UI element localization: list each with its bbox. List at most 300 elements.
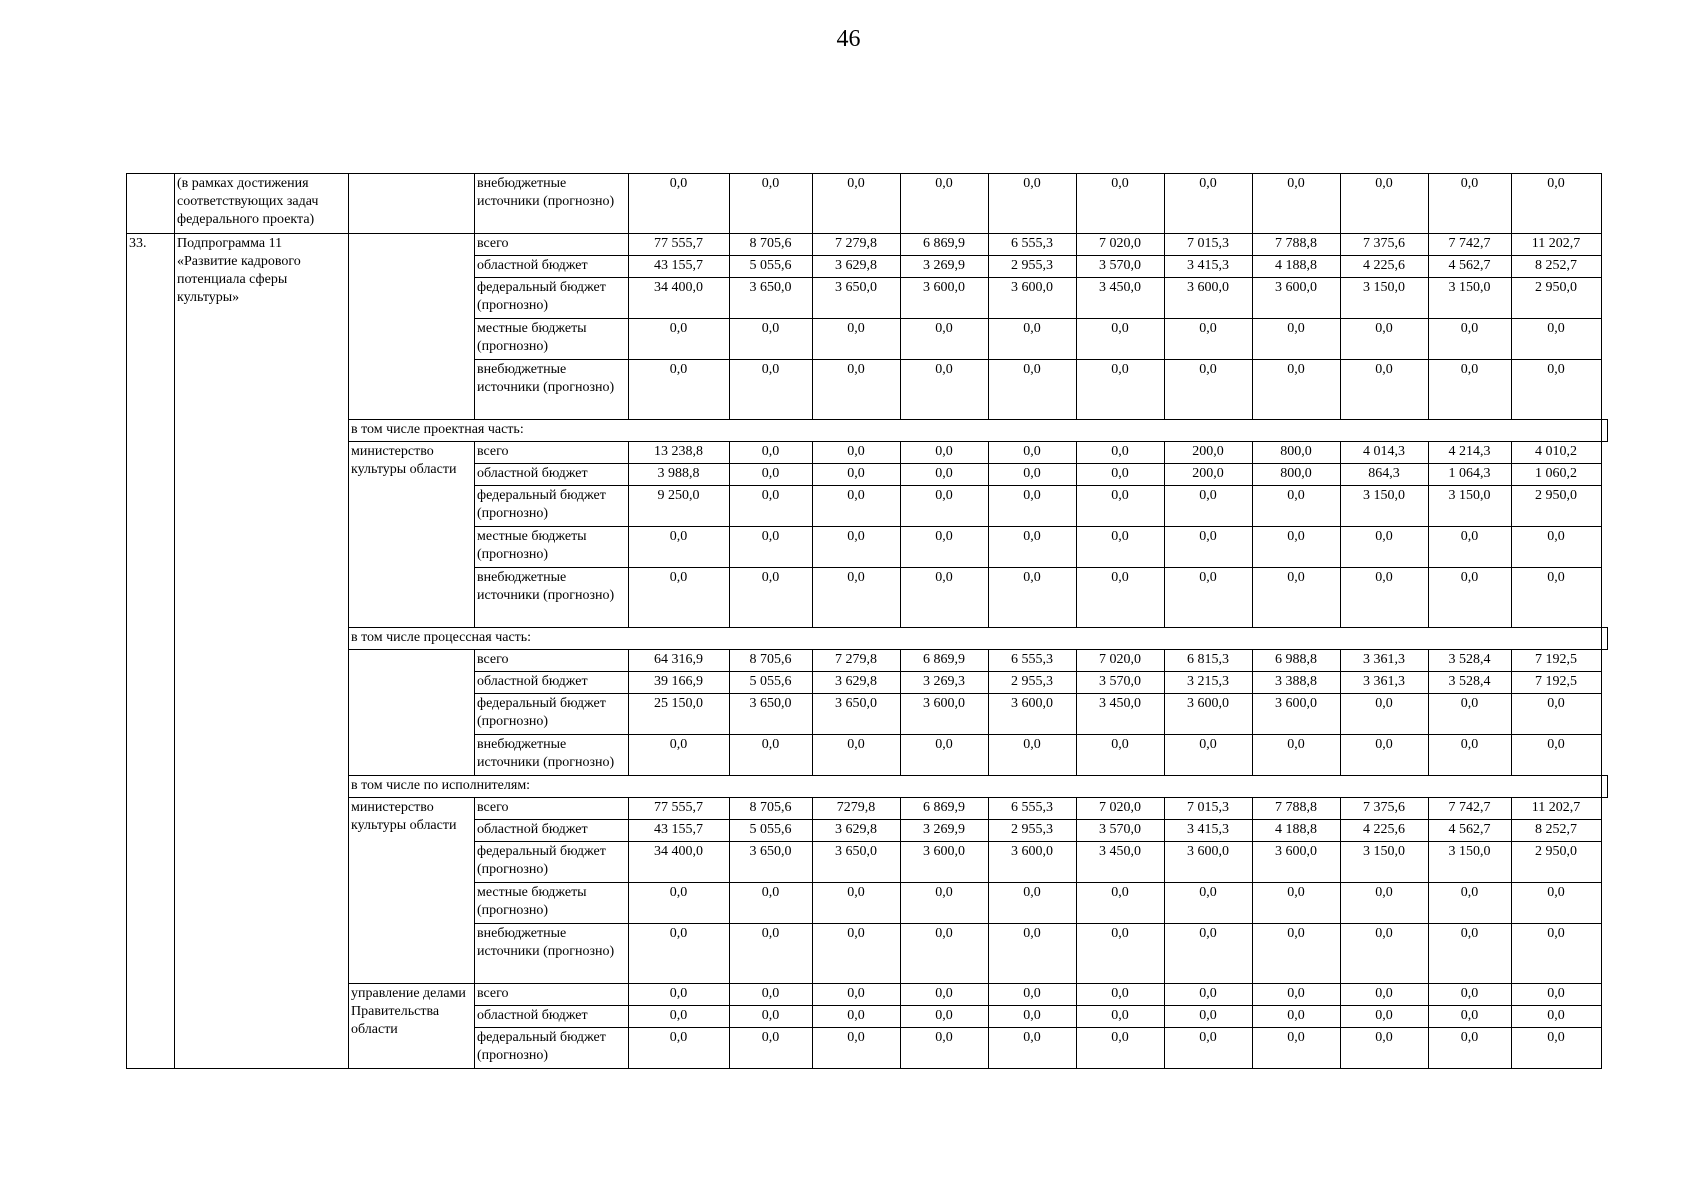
value-cell: 0,0 (901, 442, 989, 464)
value-cell: 0,0 (730, 883, 813, 924)
value-cell: 0,0 (730, 924, 813, 984)
table-row (127, 234, 1608, 256)
funding-source-cell: областной бюджет (475, 464, 629, 486)
value-cell: 2 955,3 (989, 256, 1077, 278)
value-cell: 3 600,0 (1165, 278, 1253, 319)
value-cell: 0,0 (1341, 924, 1429, 984)
value-cell: 3 528,4 (1429, 650, 1512, 672)
value-cell: 2 955,3 (989, 820, 1077, 842)
value-cell: 3 150,0 (1429, 278, 1512, 319)
executor-cell (349, 174, 475, 234)
value-cell: 0,0 (901, 1028, 989, 1069)
value-cell: 0,0 (989, 735, 1077, 776)
value-cell: 0,0 (1077, 883, 1165, 924)
value-cell: 0,0 (901, 527, 989, 568)
value-cell: 2 950,0 (1512, 278, 1602, 319)
value-cell: 0,0 (901, 924, 989, 984)
value-cell: 200,0 (1165, 464, 1253, 486)
value-cell: 7 020,0 (1077, 234, 1165, 256)
value-cell: 0,0 (901, 1006, 989, 1028)
executor-cell: управление делами Правительства области (349, 984, 475, 1069)
value-cell: 0,0 (813, 1028, 901, 1069)
value-cell: 4 214,3 (1429, 442, 1512, 464)
value-cell: 2 950,0 (1512, 842, 1602, 883)
value-cell: 0,0 (989, 924, 1077, 984)
value-cell: 3 650,0 (730, 842, 813, 883)
value-cell: 800,0 (1253, 464, 1341, 486)
value-cell: 7 192,5 (1512, 650, 1602, 672)
value-cell: 0,0 (730, 568, 813, 628)
value-cell: 7 742,7 (1429, 798, 1512, 820)
value-cell: 4 010,2 (1512, 442, 1602, 464)
value-cell: 0,0 (901, 883, 989, 924)
value-cell: 0,0 (629, 883, 730, 924)
value-cell: 3 528,4 (1429, 672, 1512, 694)
value-cell: 3 988,8 (629, 464, 730, 486)
value-cell: 7 020,0 (1077, 798, 1165, 820)
funding-source-cell: всего (475, 234, 629, 256)
value-cell: 11 202,7 (1512, 234, 1602, 256)
value-cell: 2 955,3 (989, 672, 1077, 694)
value-cell: 25 150,0 (629, 694, 730, 735)
value-cell: 0,0 (1429, 694, 1512, 735)
funding-source-cell: федеральный бюджет (прогнозно) (475, 1028, 629, 1069)
funding-source-cell: внебюджетные источники (прогнозно) (475, 360, 629, 420)
value-cell: 0,0 (813, 883, 901, 924)
section-subheader-row (127, 776, 1608, 798)
value-cell: 3 600,0 (1165, 842, 1253, 883)
value-cell: 0,0 (1429, 1028, 1512, 1069)
value-cell: 6 988,8 (1253, 650, 1341, 672)
section-subheader-row (127, 628, 1608, 650)
value-cell: 0,0 (1341, 527, 1429, 568)
value-cell: 0,0 (1165, 883, 1253, 924)
value-cell: 0,0 (989, 174, 1077, 234)
value-cell: 0,0 (730, 735, 813, 776)
value-cell: 0,0 (989, 1006, 1077, 1028)
value-cell: 0,0 (629, 319, 730, 360)
value-cell: 0,0 (1512, 735, 1602, 776)
value-cell: 3 600,0 (1253, 694, 1341, 735)
value-cell: 0,0 (901, 984, 989, 1006)
value-cell: 3 570,0 (1077, 672, 1165, 694)
value-cell: 7 015,3 (1165, 798, 1253, 820)
value-cell: 6 869,9 (901, 234, 989, 256)
value-cell: 13 238,8 (629, 442, 730, 464)
value-cell: 3 570,0 (1077, 256, 1165, 278)
value-cell: 0,0 (1253, 174, 1341, 234)
value-cell: 0,0 (1253, 486, 1341, 527)
value-cell: 6 869,9 (901, 798, 989, 820)
value-cell: 0,0 (1077, 486, 1165, 527)
value-cell: 0,0 (1165, 1006, 1253, 1028)
value-cell: 3 215,3 (1165, 672, 1253, 694)
value-cell: 0,0 (1165, 924, 1253, 984)
value-cell: 3 415,3 (1165, 256, 1253, 278)
value-cell: 11 202,7 (1512, 798, 1602, 820)
funding-source-cell: областной бюджет (475, 820, 629, 842)
value-cell: 4 562,7 (1429, 256, 1512, 278)
value-cell: 0,0 (1429, 527, 1512, 568)
funding-source-cell: федеральный бюджет (прогнозно) (475, 278, 629, 319)
value-cell: 0,0 (730, 486, 813, 527)
value-cell: 0,0 (1512, 694, 1602, 735)
funding-source-cell: внебюджетные источники (прогнозно) (475, 735, 629, 776)
value-cell: 0,0 (813, 735, 901, 776)
executor-cell (349, 650, 475, 776)
value-cell: 34 400,0 (629, 278, 730, 319)
value-cell: 0,0 (730, 174, 813, 234)
value-cell: 0,0 (813, 360, 901, 420)
value-cell: 0,0 (989, 442, 1077, 464)
value-cell: 0,0 (1429, 1006, 1512, 1028)
value-cell: 5 055,6 (730, 820, 813, 842)
budget-table (126, 173, 1608, 1069)
value-cell: 2 950,0 (1512, 486, 1602, 527)
funding-source-cell: федеральный бюджет (прогнозно) (475, 842, 629, 883)
value-cell: 3 600,0 (989, 278, 1077, 319)
value-cell: 0,0 (1429, 360, 1512, 420)
value-cell: 3 150,0 (1429, 842, 1512, 883)
value-cell: 4 562,7 (1429, 820, 1512, 842)
value-cell: 0,0 (813, 319, 901, 360)
value-cell: 3 600,0 (989, 694, 1077, 735)
value-cell: 3 600,0 (1253, 278, 1341, 319)
value-cell: 0,0 (629, 360, 730, 420)
value-cell: 0,0 (989, 486, 1077, 527)
value-cell: 3 388,8 (1253, 672, 1341, 694)
value-cell: 3 600,0 (1165, 694, 1253, 735)
value-cell: 0,0 (813, 984, 901, 1006)
funding-source-cell: местные бюджеты (прогнозно) (475, 319, 629, 360)
value-cell: 3 650,0 (813, 842, 901, 883)
value-cell: 0,0 (1165, 568, 1253, 628)
value-cell: 7 742,7 (1429, 234, 1512, 256)
value-cell: 0,0 (1429, 568, 1512, 628)
value-cell: 3 415,3 (1165, 820, 1253, 842)
table-row (127, 798, 1608, 820)
value-cell: 0,0 (1429, 924, 1512, 984)
value-cell: 0,0 (1077, 1028, 1165, 1069)
value-cell: 6 555,3 (989, 650, 1077, 672)
value-cell: 0,0 (1077, 442, 1165, 464)
value-cell: 77 555,7 (629, 234, 730, 256)
row-number-cell: 33. (127, 234, 175, 1069)
value-cell: 0,0 (813, 486, 901, 527)
value-cell: 0,0 (1077, 735, 1165, 776)
executor-cell: министерство культуры области (349, 798, 475, 984)
value-cell: 0,0 (629, 527, 730, 568)
value-cell: 200,0 (1165, 442, 1253, 464)
value-cell: 0,0 (813, 174, 901, 234)
value-cell: 0,0 (1253, 568, 1341, 628)
value-cell: 800,0 (1253, 442, 1341, 464)
value-cell: 0,0 (1165, 527, 1253, 568)
value-cell: 4 188,8 (1253, 256, 1341, 278)
funding-source-cell: внебюджетные источники (прогнозно) (475, 174, 629, 234)
value-cell: 0,0 (1165, 360, 1253, 420)
value-cell: 0,0 (1077, 924, 1165, 984)
table-row (127, 174, 1608, 234)
value-cell: 0,0 (901, 464, 989, 486)
value-cell: 0,0 (1341, 1028, 1429, 1069)
value-cell: 7 375,6 (1341, 798, 1429, 820)
value-cell: 4 014,3 (1341, 442, 1429, 464)
value-cell: 0,0 (901, 486, 989, 527)
value-cell: 3 150,0 (1429, 486, 1512, 527)
value-cell: 9 250,0 (629, 486, 730, 527)
value-cell: 0,0 (730, 464, 813, 486)
value-cell: 0,0 (1512, 568, 1602, 628)
value-cell: 3 600,0 (901, 842, 989, 883)
value-cell: 0,0 (1341, 735, 1429, 776)
value-cell: 0,0 (1253, 924, 1341, 984)
value-cell: 0,0 (1253, 360, 1341, 420)
value-cell: 0,0 (1253, 1028, 1341, 1069)
value-cell: 0,0 (813, 442, 901, 464)
value-cell: 3 269,9 (901, 256, 989, 278)
value-cell: 0,0 (730, 1028, 813, 1069)
value-cell: 0,0 (989, 360, 1077, 420)
value-cell: 0,0 (1429, 883, 1512, 924)
funding-source-cell: областной бюджет (475, 256, 629, 278)
value-cell: 0,0 (1341, 174, 1429, 234)
value-cell: 0,0 (989, 568, 1077, 628)
value-cell: 7 375,6 (1341, 234, 1429, 256)
value-cell: 0,0 (1077, 984, 1165, 1006)
value-cell: 0,0 (1253, 527, 1341, 568)
subheader-cell: в том числе по исполнителям: (349, 776, 1602, 798)
value-cell: 4 225,6 (1341, 256, 1429, 278)
value-cell: 0,0 (1512, 984, 1602, 1006)
value-cell: 7 788,8 (1253, 234, 1341, 256)
funding-source-cell: местные бюджеты (прогнозно) (475, 883, 629, 924)
value-cell: 0,0 (1165, 1028, 1253, 1069)
value-cell: 0,0 (1077, 319, 1165, 360)
value-cell: 43 155,7 (629, 820, 730, 842)
value-cell: 0,0 (1253, 1006, 1341, 1028)
value-cell: 39 166,9 (629, 672, 730, 694)
value-cell: 0,0 (1253, 984, 1341, 1006)
value-cell: 0,0 (989, 883, 1077, 924)
value-cell: 0,0 (1512, 319, 1602, 360)
program-cell: (в рамках достижения соответствующих задач федерального проекта) (175, 174, 349, 234)
value-cell: 0,0 (1165, 174, 1253, 234)
value-cell: 7 015,3 (1165, 234, 1253, 256)
value-cell: 0,0 (1512, 1028, 1602, 1069)
value-cell: 3 629,8 (813, 256, 901, 278)
value-cell: 0,0 (1077, 174, 1165, 234)
subheader-cell: в том числе проектная часть: (349, 420, 1602, 442)
value-cell: 7279,8 (813, 798, 901, 820)
value-cell: 7 020,0 (1077, 650, 1165, 672)
value-cell: 0,0 (1512, 174, 1602, 234)
value-cell: 0,0 (1512, 924, 1602, 984)
value-cell: 0,0 (1077, 568, 1165, 628)
value-cell: 8 252,7 (1512, 820, 1602, 842)
value-cell: 0,0 (1165, 486, 1253, 527)
value-cell: 3 361,3 (1341, 672, 1429, 694)
executor-cell (349, 234, 475, 420)
value-cell: 3 450,0 (1077, 842, 1165, 883)
value-cell: 0,0 (989, 319, 1077, 360)
funding-source-cell: областной бюджет (475, 1006, 629, 1028)
empty-cell (1602, 776, 1608, 798)
value-cell: 0,0 (1077, 527, 1165, 568)
value-cell: 3 450,0 (1077, 278, 1165, 319)
value-cell: 3 361,3 (1341, 650, 1429, 672)
value-cell: 0,0 (1253, 883, 1341, 924)
value-cell: 0,0 (1429, 984, 1512, 1006)
value-cell: 3 150,0 (1341, 486, 1429, 527)
value-cell: 3 600,0 (901, 694, 989, 735)
value-cell: 3 150,0 (1341, 278, 1429, 319)
value-cell: 3 269,3 (901, 672, 989, 694)
value-cell: 0,0 (1077, 464, 1165, 486)
value-cell: 3 600,0 (901, 278, 989, 319)
value-cell: 0,0 (901, 319, 989, 360)
value-cell: 0,0 (989, 464, 1077, 486)
executor-cell: министерство культуры области (349, 442, 475, 628)
value-cell: 8 705,6 (730, 234, 813, 256)
value-cell: 0,0 (629, 568, 730, 628)
empty-cell (1602, 628, 1608, 650)
value-cell: 0,0 (1341, 360, 1429, 420)
value-cell: 0,0 (730, 1006, 813, 1028)
value-cell: 3 600,0 (989, 842, 1077, 883)
value-cell: 0,0 (813, 924, 901, 984)
value-cell: 0,0 (1512, 527, 1602, 568)
value-cell: 43 155,7 (629, 256, 730, 278)
value-cell: 3 629,8 (813, 672, 901, 694)
funding-source-cell: всего (475, 442, 629, 464)
value-cell: 0,0 (1341, 568, 1429, 628)
value-cell: 0,0 (813, 568, 901, 628)
funding-source-cell: всего (475, 650, 629, 672)
value-cell: 0,0 (730, 527, 813, 568)
value-cell: 0,0 (1253, 735, 1341, 776)
value-cell: 0,0 (901, 735, 989, 776)
value-cell: 0,0 (629, 174, 730, 234)
value-cell: 0,0 (629, 1028, 730, 1069)
value-cell: 6 869,9 (901, 650, 989, 672)
value-cell: 3 150,0 (1341, 842, 1429, 883)
value-cell: 0,0 (989, 984, 1077, 1006)
value-cell: 0,0 (1165, 984, 1253, 1006)
value-cell: 0,0 (1512, 360, 1602, 420)
value-cell: 3 650,0 (813, 694, 901, 735)
value-cell: 5 055,6 (730, 672, 813, 694)
value-cell: 3 570,0 (1077, 820, 1165, 842)
value-cell: 0,0 (989, 527, 1077, 568)
value-cell: 8 705,6 (730, 798, 813, 820)
value-cell: 7 279,8 (813, 650, 901, 672)
value-cell: 0,0 (1077, 360, 1165, 420)
funding-source-cell: всего (475, 798, 629, 820)
value-cell: 0,0 (629, 924, 730, 984)
value-cell: 0,0 (1512, 883, 1602, 924)
value-cell: 8 252,7 (1512, 256, 1602, 278)
value-cell: 4 188,8 (1253, 820, 1341, 842)
section-subheader-row (127, 420, 1608, 442)
value-cell: 0,0 (901, 568, 989, 628)
table-row (127, 650, 1608, 672)
funding-source-cell: областной бюджет (475, 672, 629, 694)
value-cell: 0,0 (1341, 883, 1429, 924)
value-cell: 3 629,8 (813, 820, 901, 842)
value-cell: 0,0 (1077, 1006, 1165, 1028)
value-cell: 0,0 (813, 464, 901, 486)
value-cell: 7 788,8 (1253, 798, 1341, 820)
funding-source-cell: внебюджетные источники (прогнозно) (475, 924, 629, 984)
value-cell: 0,0 (901, 174, 989, 234)
program-cell: Подпрограмма 11 «Развитие кадрового потенциала сферы культуры» (175, 234, 349, 1069)
value-cell: 3 650,0 (730, 278, 813, 319)
value-cell: 0,0 (1341, 694, 1429, 735)
value-cell: 0,0 (1429, 735, 1512, 776)
value-cell: 3 269,9 (901, 820, 989, 842)
value-cell: 77 555,7 (629, 798, 730, 820)
subheader-cell: в том числе процессная часть: (349, 628, 1602, 650)
value-cell: 3 650,0 (730, 694, 813, 735)
empty-cell (1602, 420, 1608, 442)
row-number-cell (127, 174, 175, 234)
value-cell: 0,0 (730, 319, 813, 360)
funding-source-cell: федеральный бюджет (прогнозно) (475, 486, 629, 527)
value-cell: 0,0 (730, 442, 813, 464)
value-cell: 1 060,2 (1512, 464, 1602, 486)
value-cell: 6 555,3 (989, 798, 1077, 820)
value-cell: 0,0 (1429, 319, 1512, 360)
table-row (127, 442, 1608, 464)
value-cell: 8 705,6 (730, 650, 813, 672)
value-cell: 0,0 (1341, 984, 1429, 1006)
value-cell: 4 225,6 (1341, 820, 1429, 842)
value-cell: 0,0 (1341, 1006, 1429, 1028)
value-cell: 0,0 (730, 360, 813, 420)
value-cell: 3 450,0 (1077, 694, 1165, 735)
value-cell: 7 279,8 (813, 234, 901, 256)
value-cell: 0,0 (813, 527, 901, 568)
value-cell: 7 192,5 (1512, 672, 1602, 694)
value-cell: 0,0 (813, 1006, 901, 1028)
value-cell: 1 064,3 (1429, 464, 1512, 486)
value-cell: 0,0 (989, 1028, 1077, 1069)
table-row (127, 984, 1608, 1006)
funding-source-cell: внебюджетные источники (прогнозно) (475, 568, 629, 628)
funding-source-cell: местные бюджеты (прогнозно) (475, 527, 629, 568)
value-cell: 3 600,0 (1253, 842, 1341, 883)
value-cell: 6 815,3 (1165, 650, 1253, 672)
value-cell: 0,0 (629, 1006, 730, 1028)
value-cell: 0,0 (730, 984, 813, 1006)
value-cell: 6 555,3 (989, 234, 1077, 256)
value-cell: 3 650,0 (813, 278, 901, 319)
value-cell: 5 055,6 (730, 256, 813, 278)
value-cell: 0,0 (1253, 319, 1341, 360)
funding-source-cell: всего (475, 984, 629, 1006)
value-cell: 864,3 (1341, 464, 1429, 486)
value-cell: 0,0 (1165, 319, 1253, 360)
value-cell: 0,0 (901, 360, 989, 420)
value-cell: 0,0 (629, 984, 730, 1006)
page-number: 46 (836, 26, 861, 52)
value-cell: 0,0 (1341, 319, 1429, 360)
value-cell: 0,0 (629, 735, 730, 776)
value-cell: 34 400,0 (629, 842, 730, 883)
value-cell: 64 316,9 (629, 650, 730, 672)
value-cell: 0,0 (1165, 735, 1253, 776)
